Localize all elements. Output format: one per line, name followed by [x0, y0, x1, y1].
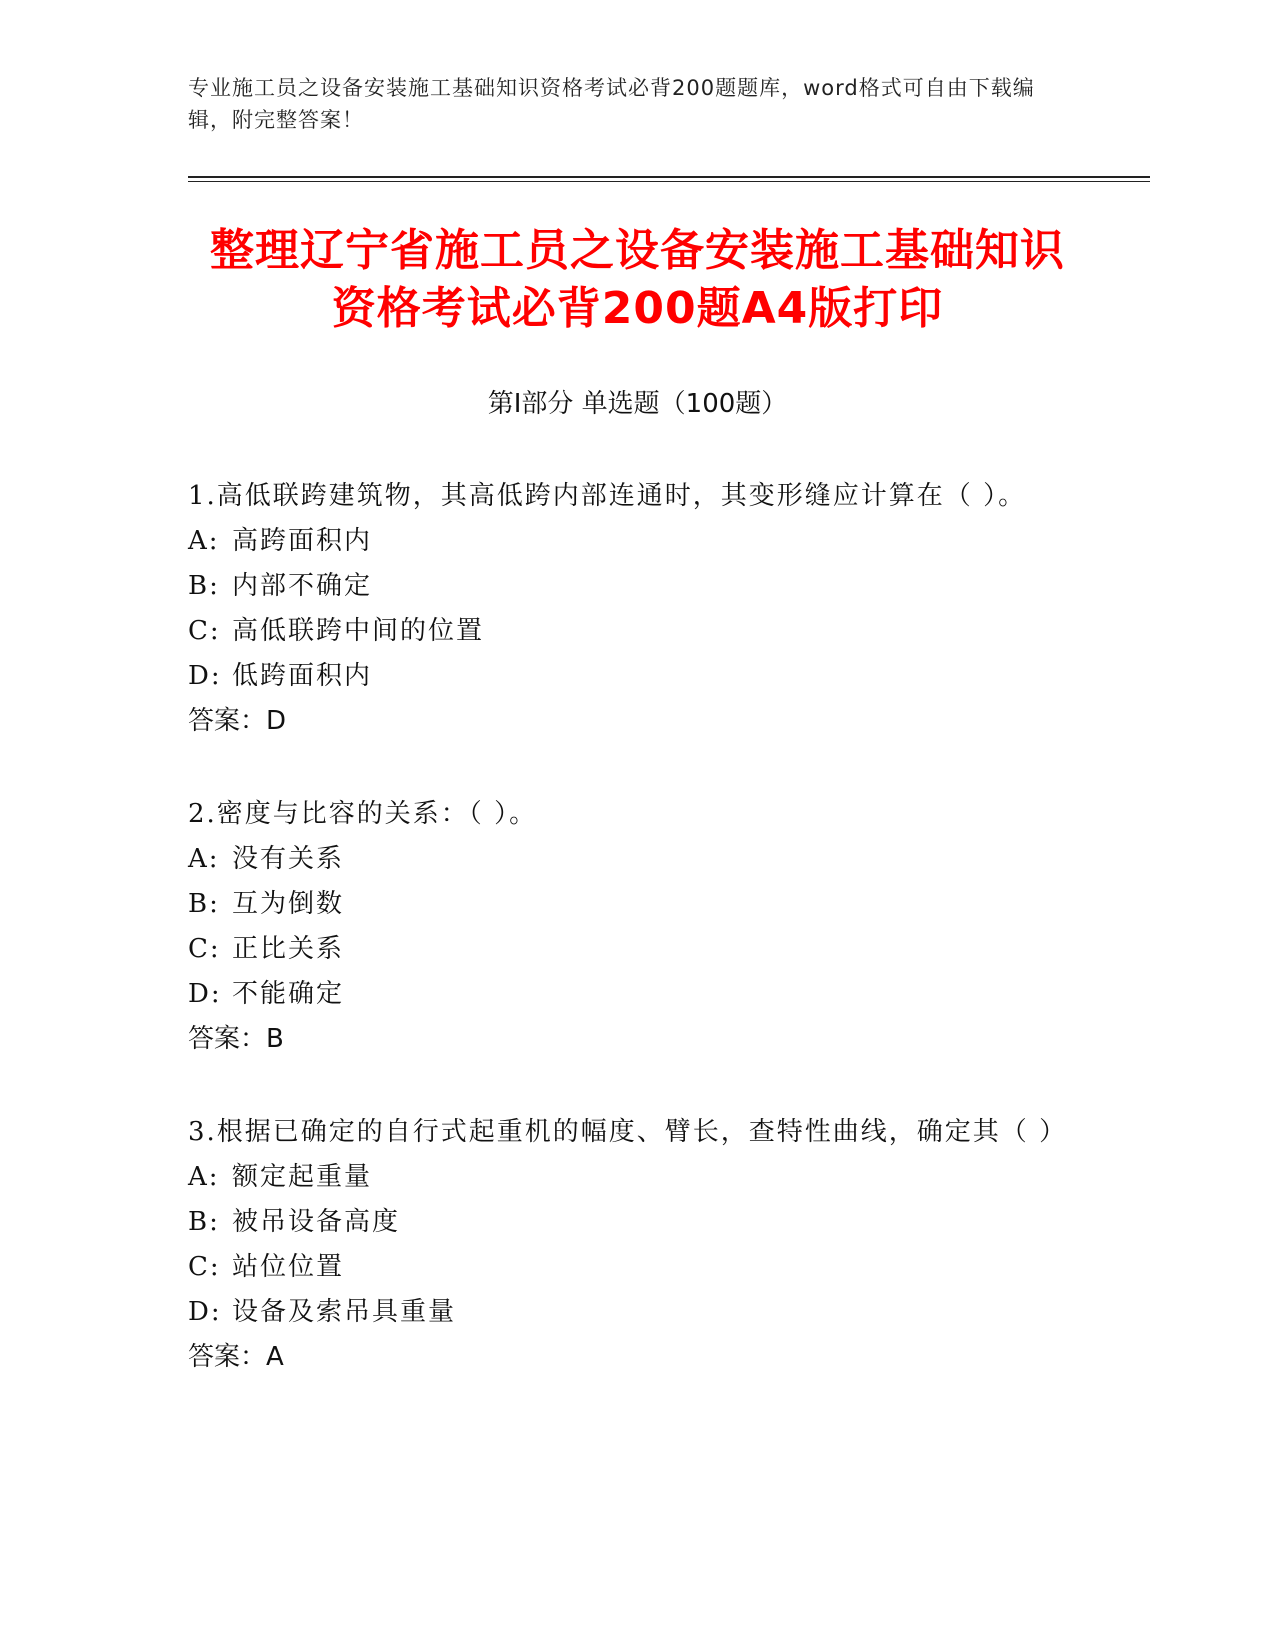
option-text: 不能确定 [232, 979, 345, 1009]
option-d [188, 1290, 1088, 1335]
question-3 [188, 1110, 1088, 1380]
option-c [188, 1245, 1088, 1290]
header-note: 专业施工员之设备安装施工基础知识资格考试必背200题题库，word格式可自由下载编辑，附完整答案！ [188, 76, 1035, 132]
option-letter: D: [188, 1297, 222, 1327]
option-letter: B: [188, 1207, 220, 1237]
option-text: 正比关系 [232, 934, 345, 964]
option-b [188, 882, 1088, 927]
question-list [188, 474, 1088, 1428]
option-letter: C: [188, 1252, 221, 1282]
question-stem: 2.密度与比容的关系：（ ）。 [188, 799, 538, 829]
document-title [150, 222, 1125, 338]
option-d [188, 972, 1088, 1017]
option-letter: D: [188, 979, 222, 1009]
header-rule-thick [188, 176, 1150, 178]
option-text: 内部不确定 [232, 571, 373, 601]
option-text: 高跨面积内 [232, 526, 373, 556]
option-letter: B: [188, 889, 220, 919]
section-title: 第Ⅰ部分 单选题（100题） [487, 389, 788, 419]
header-rule-thin [188, 181, 1150, 182]
option-c [188, 927, 1088, 972]
answer-line: 答案：B [188, 1024, 284, 1054]
option-text: 高低联跨中间的位置 [232, 616, 485, 646]
option-letter: D: [188, 661, 222, 691]
document-title-line-1: 整理辽宁省施工员之设备安装施工基础知识 [210, 225, 1065, 276]
option-letter: A: [188, 1162, 220, 1192]
option-letter: B: [188, 571, 220, 601]
option-a [188, 519, 1088, 564]
option-a [188, 837, 1088, 882]
option-text: 被吊设备高度 [232, 1207, 401, 1237]
option-a [188, 1155, 1088, 1200]
question-stem: 3.根据已确定的自行式起重机的幅度、臂长，查特性曲线，确定其（ ） [188, 1117, 1068, 1147]
option-b [188, 564, 1088, 609]
option-c [188, 609, 1088, 654]
option-b [188, 1200, 1088, 1245]
option-letter: A: [188, 844, 220, 874]
option-text: 互为倒数 [232, 889, 345, 919]
answer-line: 答案：A [188, 1342, 284, 1372]
option-letter: A: [188, 526, 220, 556]
option-text: 设备及索吊具重量 [232, 1297, 457, 1327]
option-d [188, 654, 1088, 699]
answer-line: 答案：D [188, 706, 287, 736]
document-title-line-2: 资格考试必背200题A4版打印 [331, 283, 944, 334]
option-letter: C: [188, 616, 221, 646]
question-2 [188, 792, 1088, 1062]
question-1 [188, 474, 1088, 744]
question-stem: 1.高低联跨建筑物，其高低跨内部连通时，其变形缝应计算在（ ）。 [188, 481, 1027, 511]
option-text: 低跨面积内 [232, 661, 373, 691]
option-letter: C: [188, 934, 221, 964]
option-text: 没有关系 [232, 844, 345, 874]
option-text: 额定起重量 [232, 1162, 373, 1192]
option-text: 站位位置 [232, 1252, 345, 1282]
